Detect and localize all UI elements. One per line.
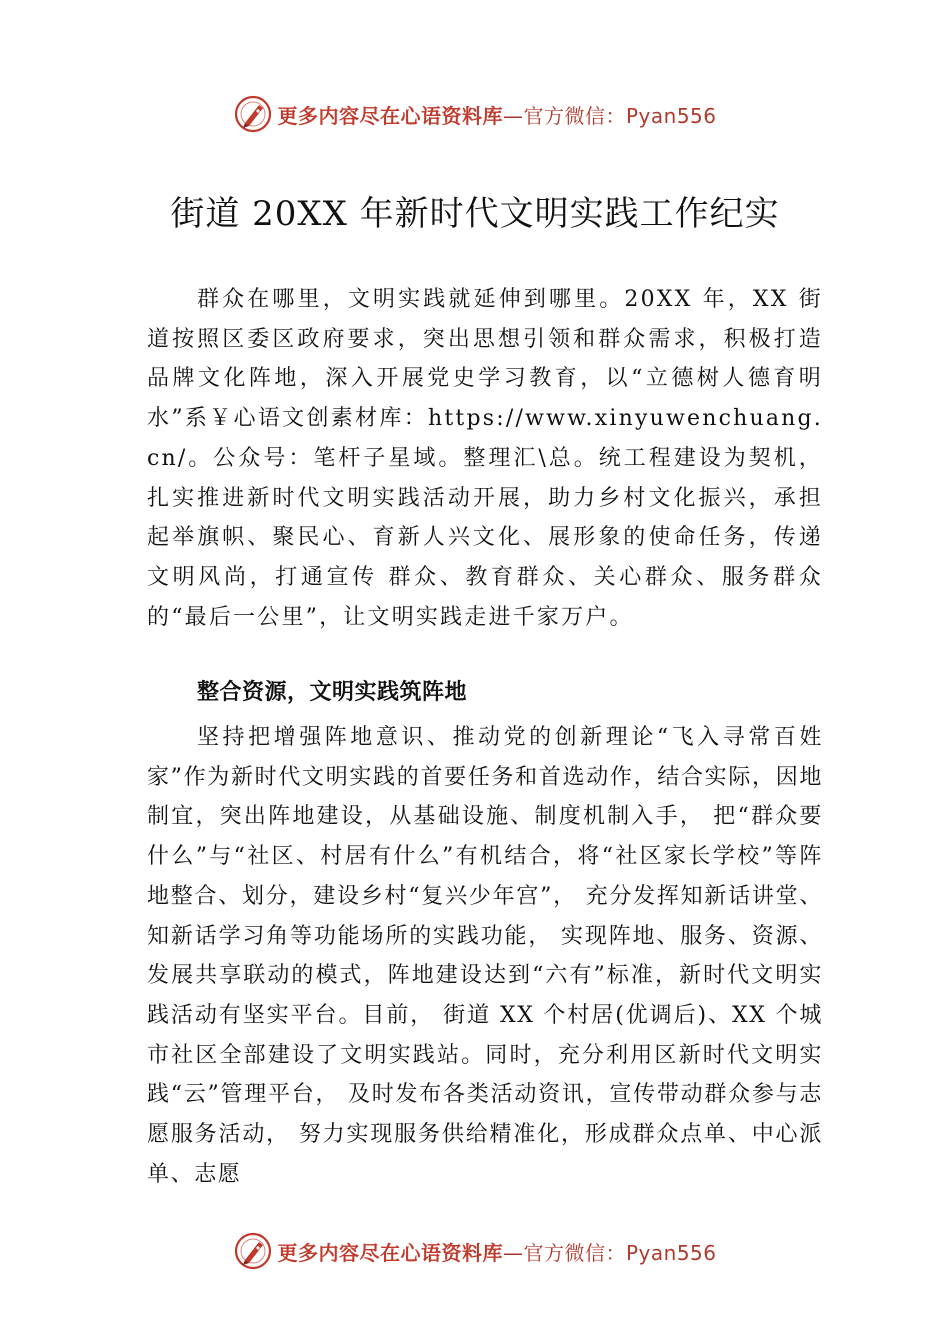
section-heading: 整合资源，文明实践筑阵地	[197, 680, 468, 705]
banner-lead: 更多内容尽在心语资料库	[277, 1240, 503, 1265]
pen-nib-logo-icon	[233, 94, 273, 134]
banner-separator: —	[502, 103, 524, 128]
banner-wechat-label: 官方微信：	[523, 103, 626, 128]
document-title: 街道 20XX 年新时代文明实践工作纪实	[170, 194, 780, 234]
banner-text	[277, 1237, 716, 1266]
body-paragraph: 坚持把增强阵地意识、推动党的创新理论“飞入寻常百姓家”作为新时代文明实践的首要任务和首选动作，结合实际，因地制宜，突出阵地建设，从基础设施、制度机制入手， 把“群众要什么”与“社区、村居有什么”有机结合，将“社区家长学校”等阵地整合、划分，建设乡村“复兴少年宫”， 充分发挥知新话讲堂、知新话学习角等功能场所的实践功能， 实现阵地、服务、资源、发展共享联动的模式，阵地建设达到“六有”标准，新时代文明实践活动有坚实平台。目前， 街道 XX 个村居(优调后)、XX 个城市社区全部建设了文明实践站。同时，充分利用区新时代文明实践“云”管理平台， 及时发布各类活动资讯，宣传带动群众参与志愿服务活动， 努力实现服务供给精准化，形成群众点单、中心派单、志愿	[147, 725, 823, 1187]
banner-wechat-id: Pyan556	[625, 1240, 717, 1265]
banner-text	[277, 100, 716, 129]
footer-banner	[0, 1229, 950, 1273]
banner-separator: —	[502, 1240, 524, 1265]
pen-nib-logo-icon	[233, 1231, 273, 1271]
banner-wechat-id: Pyan556	[625, 103, 717, 128]
header-banner	[0, 92, 950, 136]
banner-wechat-label: 官方微信：	[523, 1240, 626, 1265]
intro-paragraph: 群众在哪里，文明实践就延伸到哪里。20XX 年，XX 街道按照区委区政府要求，突出思想引领和群众需求，积极打造品牌文化阵地，深入开展党史学习教育，以“立德树人德育明水”系￥心语文创素材库：https://www.xinyuwenchuang.cn/。公众号：笔杆子星域。整理汇\总。统工程建设为契机，扎实推进新时代文明实践活动开展，助力乡村文化振兴，承担起举旗帜、聚民心、育新人兴文化、展形象的使命任务，传递文明风尚，打通宣传 群众、教育群众、关心群众、服务群众的“最后一公里”，让文明实践走进千家万户。	[147, 287, 823, 630]
banner-lead: 更多内容尽在心语资料库	[277, 103, 503, 128]
